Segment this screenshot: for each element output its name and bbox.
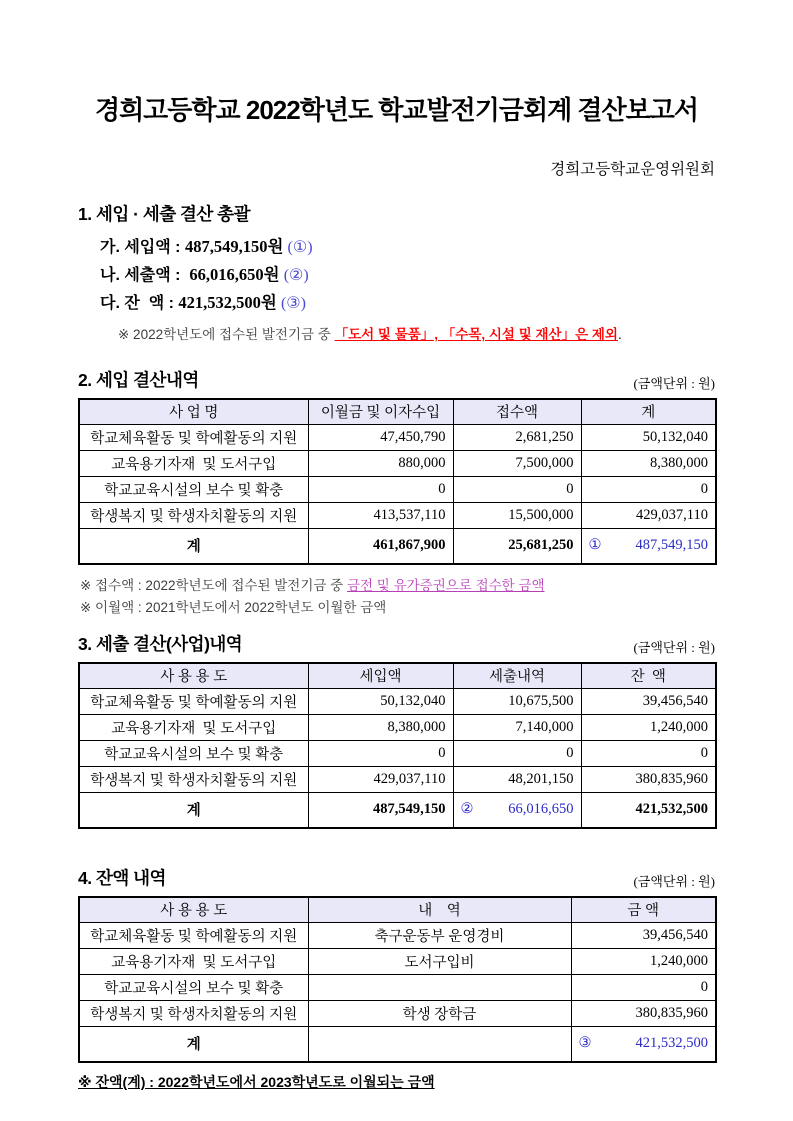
summary-item-income	[100, 233, 715, 261]
expense-heading: 3. 세출 결산(사업)내역	[78, 634, 243, 654]
cell-value: 0	[308, 476, 453, 502]
table-row	[79, 424, 716, 450]
item-value: 66,016,650원	[189, 265, 284, 284]
row-label: 학교교육시설의 보수 및 확충	[79, 476, 308, 502]
section-expense	[78, 631, 715, 829]
report-content	[78, 0, 715, 1092]
note-carryover	[80, 597, 715, 619]
item-ref-1: (①)	[287, 239, 313, 256]
note-period: .	[617, 327, 622, 342]
total-balance: 421,532,500	[581, 792, 716, 828]
section-summary	[78, 201, 715, 343]
column-header-detail: 내 역	[308, 897, 571, 922]
total-sum-cell	[581, 528, 716, 564]
balance-unit-label: (금액단위 : 원)	[633, 874, 715, 889]
summary-item-balance	[100, 289, 715, 317]
balance-header-row	[79, 897, 716, 922]
item-label: 나. 세출액 :	[100, 267, 190, 284]
total-label: 계	[79, 528, 308, 564]
total-label: 계	[79, 1026, 308, 1062]
item-value: 421,532,500원	[178, 293, 281, 312]
column-header-usage: 사 용 용 도	[79, 663, 308, 688]
cell-value: 50,132,040	[308, 688, 453, 714]
income-table	[78, 398, 717, 565]
total-sum-value: 421,532,500	[635, 1035, 708, 1052]
balance-table	[78, 896, 717, 1063]
cell-value: 0	[581, 476, 716, 502]
column-header-sum: 계	[581, 399, 716, 424]
column-header-balance: 잔 액	[581, 663, 716, 688]
table-row	[79, 714, 716, 740]
table-row	[79, 948, 716, 974]
cell-detail: 축구운동부 운영경비	[308, 922, 571, 948]
cell-value: 1,240,000	[581, 714, 716, 740]
row-label: 학생복지 및 학생자치활동의 지원	[79, 1000, 308, 1026]
column-header-spent: 세출내역	[453, 663, 581, 688]
row-label: 교육용기자재 및 도서구입	[79, 714, 308, 740]
column-header-usage: 사 용 용 도	[79, 897, 308, 922]
total-carryover: 461,867,900	[308, 528, 453, 564]
total-row	[79, 1026, 716, 1062]
cell-value: 47,450,790	[308, 424, 453, 450]
item-ref-3: (③)	[280, 295, 306, 312]
cell-value: 0	[581, 740, 716, 766]
total-spent-value: 66,016,650	[508, 801, 574, 818]
cell-detail	[308, 974, 571, 1000]
summary-note	[118, 323, 715, 343]
total-sum-cell	[571, 1026, 716, 1062]
total-income: 487,549,150	[308, 792, 453, 828]
column-header-project: 사 업 명	[79, 399, 308, 424]
row-label: 교육용기자재 및 도서구입	[79, 948, 308, 974]
note-exclusion-red: 「도서 및 물품」, 「수목, 시설 및 재산」은 제외	[334, 327, 618, 342]
expense-unit-label: (금액단위 : 원)	[633, 640, 715, 655]
expense-heading-row	[78, 631, 715, 656]
cell-value: 7,140,000	[453, 714, 581, 740]
ref-circle-2: ②	[460, 801, 474, 818]
column-header-income: 세입액	[308, 663, 453, 688]
section-income	[78, 367, 715, 619]
item-label: 다. 잔 액 :	[100, 295, 179, 312]
cell-value: 380,835,960	[571, 1000, 716, 1026]
column-header-received: 접수액	[453, 399, 581, 424]
note-highlight-purple: 금전 및 유가증권으로 접수한 금액	[346, 578, 545, 593]
table-row	[79, 450, 716, 476]
expense-header-row	[79, 663, 716, 688]
table-row	[79, 974, 716, 1000]
table-row	[79, 476, 716, 502]
column-header-carryover: 이월금 및 이자수입	[308, 399, 453, 424]
total-spent-cell	[453, 792, 581, 828]
row-label: 학교체육활동 및 학예활동의 지원	[79, 688, 308, 714]
total-row	[79, 792, 716, 828]
table-row	[79, 688, 716, 714]
row-label: 교육용기자재 및 도서구입	[79, 450, 308, 476]
cell-value: 50,132,040	[581, 424, 716, 450]
cell-value: 0	[308, 740, 453, 766]
row-label: 학교교육시설의 보수 및 확충	[79, 974, 308, 1000]
income-notes	[80, 575, 715, 619]
cell-value: 2,681,250	[453, 424, 581, 450]
cell-value: 880,000	[308, 450, 453, 476]
table-row	[79, 502, 716, 528]
table-row	[79, 922, 716, 948]
cell-detail: 도서구입비	[308, 948, 571, 974]
balance-note: ※ 잔액(계) : 2022학년도에서 2023학년도로 이월되는 금액	[78, 1074, 435, 1090]
note-received	[80, 575, 715, 597]
cell-value: 8,380,000	[308, 714, 453, 740]
cell-value: 429,037,110	[581, 502, 716, 528]
summary-heading: 1. 세입 · 세출 결산 총괄	[78, 204, 250, 224]
note-text: ※ 이월액 : 2021학년도에서 2022학년도 이월한 금액	[80, 600, 387, 615]
row-label: 학교교육시설의 보수 및 확충	[79, 740, 308, 766]
expense-table	[78, 662, 717, 829]
summary-item-expense	[100, 261, 715, 289]
cell-value: 39,456,540	[581, 688, 716, 714]
cell-value: 10,675,500	[453, 688, 581, 714]
section-balance	[78, 865, 715, 1092]
note-prefix: ※ 2022학년도에 접수된 발전기금 중	[118, 327, 335, 342]
item-value: 487,549,150원	[184, 237, 288, 256]
income-header-row	[79, 399, 716, 424]
table-row	[79, 766, 716, 792]
cell-value: 0	[453, 476, 581, 502]
table-row	[79, 1000, 716, 1026]
cell-value: 48,201,150	[453, 766, 581, 792]
row-label: 학생복지 및 학생자치활동의 지원	[79, 502, 308, 528]
item-label: 가. 세입액 :	[100, 239, 185, 256]
column-header-amount: 금 액	[571, 897, 716, 922]
income-heading-row	[78, 367, 715, 392]
balance-heading: 4. 잔액 내역	[78, 868, 166, 888]
cell-value: 1,240,000	[571, 948, 716, 974]
income-unit-label: (금액단위 : 원)	[633, 376, 715, 391]
item-ref-2: (②)	[283, 267, 309, 284]
cell-value: 380,835,960	[581, 766, 716, 792]
total-detail	[308, 1026, 571, 1062]
row-label: 학교체육활동 및 학예활동의 지원	[79, 922, 308, 948]
cell-value: 429,037,110	[308, 766, 453, 792]
total-received: 25,681,250	[453, 528, 581, 564]
income-heading: 2. 세입 결산내역	[78, 370, 199, 390]
cell-value: 413,537,110	[308, 502, 453, 528]
cell-detail: 학생 장학금	[308, 1000, 571, 1026]
total-sum-value: 487,549,150	[635, 537, 708, 554]
cell-value: 15,500,000	[453, 502, 581, 528]
cell-value: 7,500,000	[453, 450, 581, 476]
page-title: 경희고등학교 2022학년도 학교발전기금회계 결산보고서	[94, 95, 699, 125]
cell-value: 0	[453, 740, 581, 766]
summary-items	[100, 233, 715, 317]
ref-circle-1: ①	[588, 537, 602, 554]
row-label: 학생복지 및 학생자치활동의 지원	[79, 766, 308, 792]
table-row	[79, 740, 716, 766]
ref-circle-3: ③	[578, 1035, 592, 1052]
total-label: 계	[79, 792, 308, 828]
row-label: 학교체육활동 및 학예활동의 지원	[79, 424, 308, 450]
cell-value: 8,380,000	[581, 450, 716, 476]
note-prefix: ※ 접수액 : 2022학년도에 접수된 발전기금 중	[80, 578, 347, 593]
balance-heading-row	[78, 865, 715, 890]
cell-value: 0	[571, 974, 716, 1000]
committee-name: 경희고등학교운영위원회	[550, 161, 715, 178]
cell-value: 39,456,540	[571, 922, 716, 948]
total-row	[79, 528, 716, 564]
